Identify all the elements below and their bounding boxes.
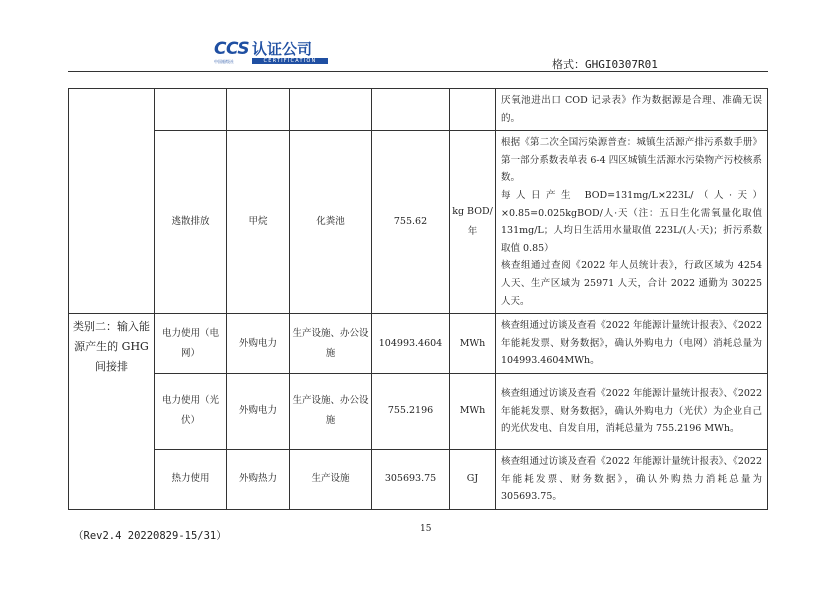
facility-cell	[290, 89, 372, 131]
page-number: 15	[420, 524, 432, 534]
unit-cell	[450, 89, 496, 131]
gas-cell: 外购热力	[227, 449, 290, 509]
emissions-table	[68, 88, 768, 510]
value-cell	[372, 89, 450, 131]
category-cell: 类别二：输入能源产生的 GHG 间接排	[69, 314, 155, 510]
unit-cell: GJ	[450, 449, 496, 509]
description-cell	[496, 131, 768, 314]
gas-cell: 外购电力	[227, 373, 290, 449]
category-cell	[69, 89, 155, 314]
description-cell: 核查组通过访谈及查看《2022 年能源计量统计报表》、《2022 年能耗发票、财务数据》，确认外购热力消耗总量为 305693.75。	[496, 449, 768, 509]
value-cell: 305693.75	[372, 449, 450, 509]
logo-chinese-name: 认证公司	[252, 40, 313, 58]
ccs-logo	[214, 40, 329, 66]
value-cell: 755.62	[372, 131, 450, 314]
facility-cell: 生产设施	[290, 449, 372, 509]
description-cell: 核查组通过访谈及查看《2022 年能源计量统计报表》、《2022 年能耗发票、财务数据》，确认外购电力（电网）消耗总量为 104993.4604MWh。	[496, 314, 768, 374]
logo-mark: CCS	[214, 39, 250, 59]
description-line: 根据《第二次全国污染源普查：城镇生活源产排污系数手册》第一部分系数表单表 6-4 四区城镇生活源水污染物产污校核系数。	[501, 137, 762, 184]
gas-cell: 甲烷	[227, 131, 290, 314]
value-cell: 755.2196	[372, 373, 450, 449]
description-cell: 核查组通过访谈及查看《2022 年能源计量统计报表》、《2022 年能耗发票、财务数据》，确认外购电力（光伏）为企业自己的光伏发电、自发自用，消耗总量为 755.2196 MWh。	[496, 373, 768, 449]
subcategory-cell: 热力使用	[155, 449, 227, 509]
subcategory-cell	[155, 89, 227, 131]
unit-cell: MWh	[450, 314, 496, 374]
facility-cell: 化粪池	[290, 131, 372, 314]
table-row	[69, 373, 768, 449]
subcategory-cell: 电力使用（光伏）	[155, 373, 227, 449]
logo-subtitle: 中国船级社	[214, 59, 234, 64]
header-divider	[68, 71, 768, 72]
gas-cell	[227, 89, 290, 131]
table-row	[69, 89, 768, 131]
logo-band: CERTIFICATION	[252, 58, 328, 64]
table-row	[69, 449, 768, 509]
revision-note: （Rev2.4 20220829-15/31）	[73, 530, 227, 542]
facility-cell: 生产设施、办公设施	[290, 314, 372, 374]
description-line: 核查组通过查阅《2022 年人员统计表》，行政区域为 4254 人天、生产区域为 25971 人天，合计 2022 通勤为 30225 人天。	[501, 260, 762, 307]
description-cell: 厌氧池进出口 COD 记录表》作为数据源是合理、准确无误的。	[496, 89, 768, 131]
format-code: 格式：GHGI0307R01	[552, 58, 658, 71]
unit-cell: kg BOD/年	[450, 131, 496, 314]
value-cell: 104993.4604	[372, 314, 450, 374]
subcategory-cell: 逃散排放	[155, 131, 227, 314]
subcategory-cell: 电力使用（电网）	[155, 314, 227, 374]
unit-cell: MWh	[450, 373, 496, 449]
facility-cell: 生产设施、办公设施	[290, 373, 372, 449]
table-row	[69, 131, 768, 314]
description-line: 每人日产生 BOD=131mg/L×223L/（人·天）×0.85=0.025kgBOD/人·天（注：五日生化需氧量化取值 131mg/L；人均日生活用水量取值 223L/(人·天)；折污系数取值 0.85）	[501, 189, 762, 254]
table-row	[69, 314, 768, 374]
gas-cell: 外购电力	[227, 314, 290, 374]
page-header	[0, 0, 835, 75]
